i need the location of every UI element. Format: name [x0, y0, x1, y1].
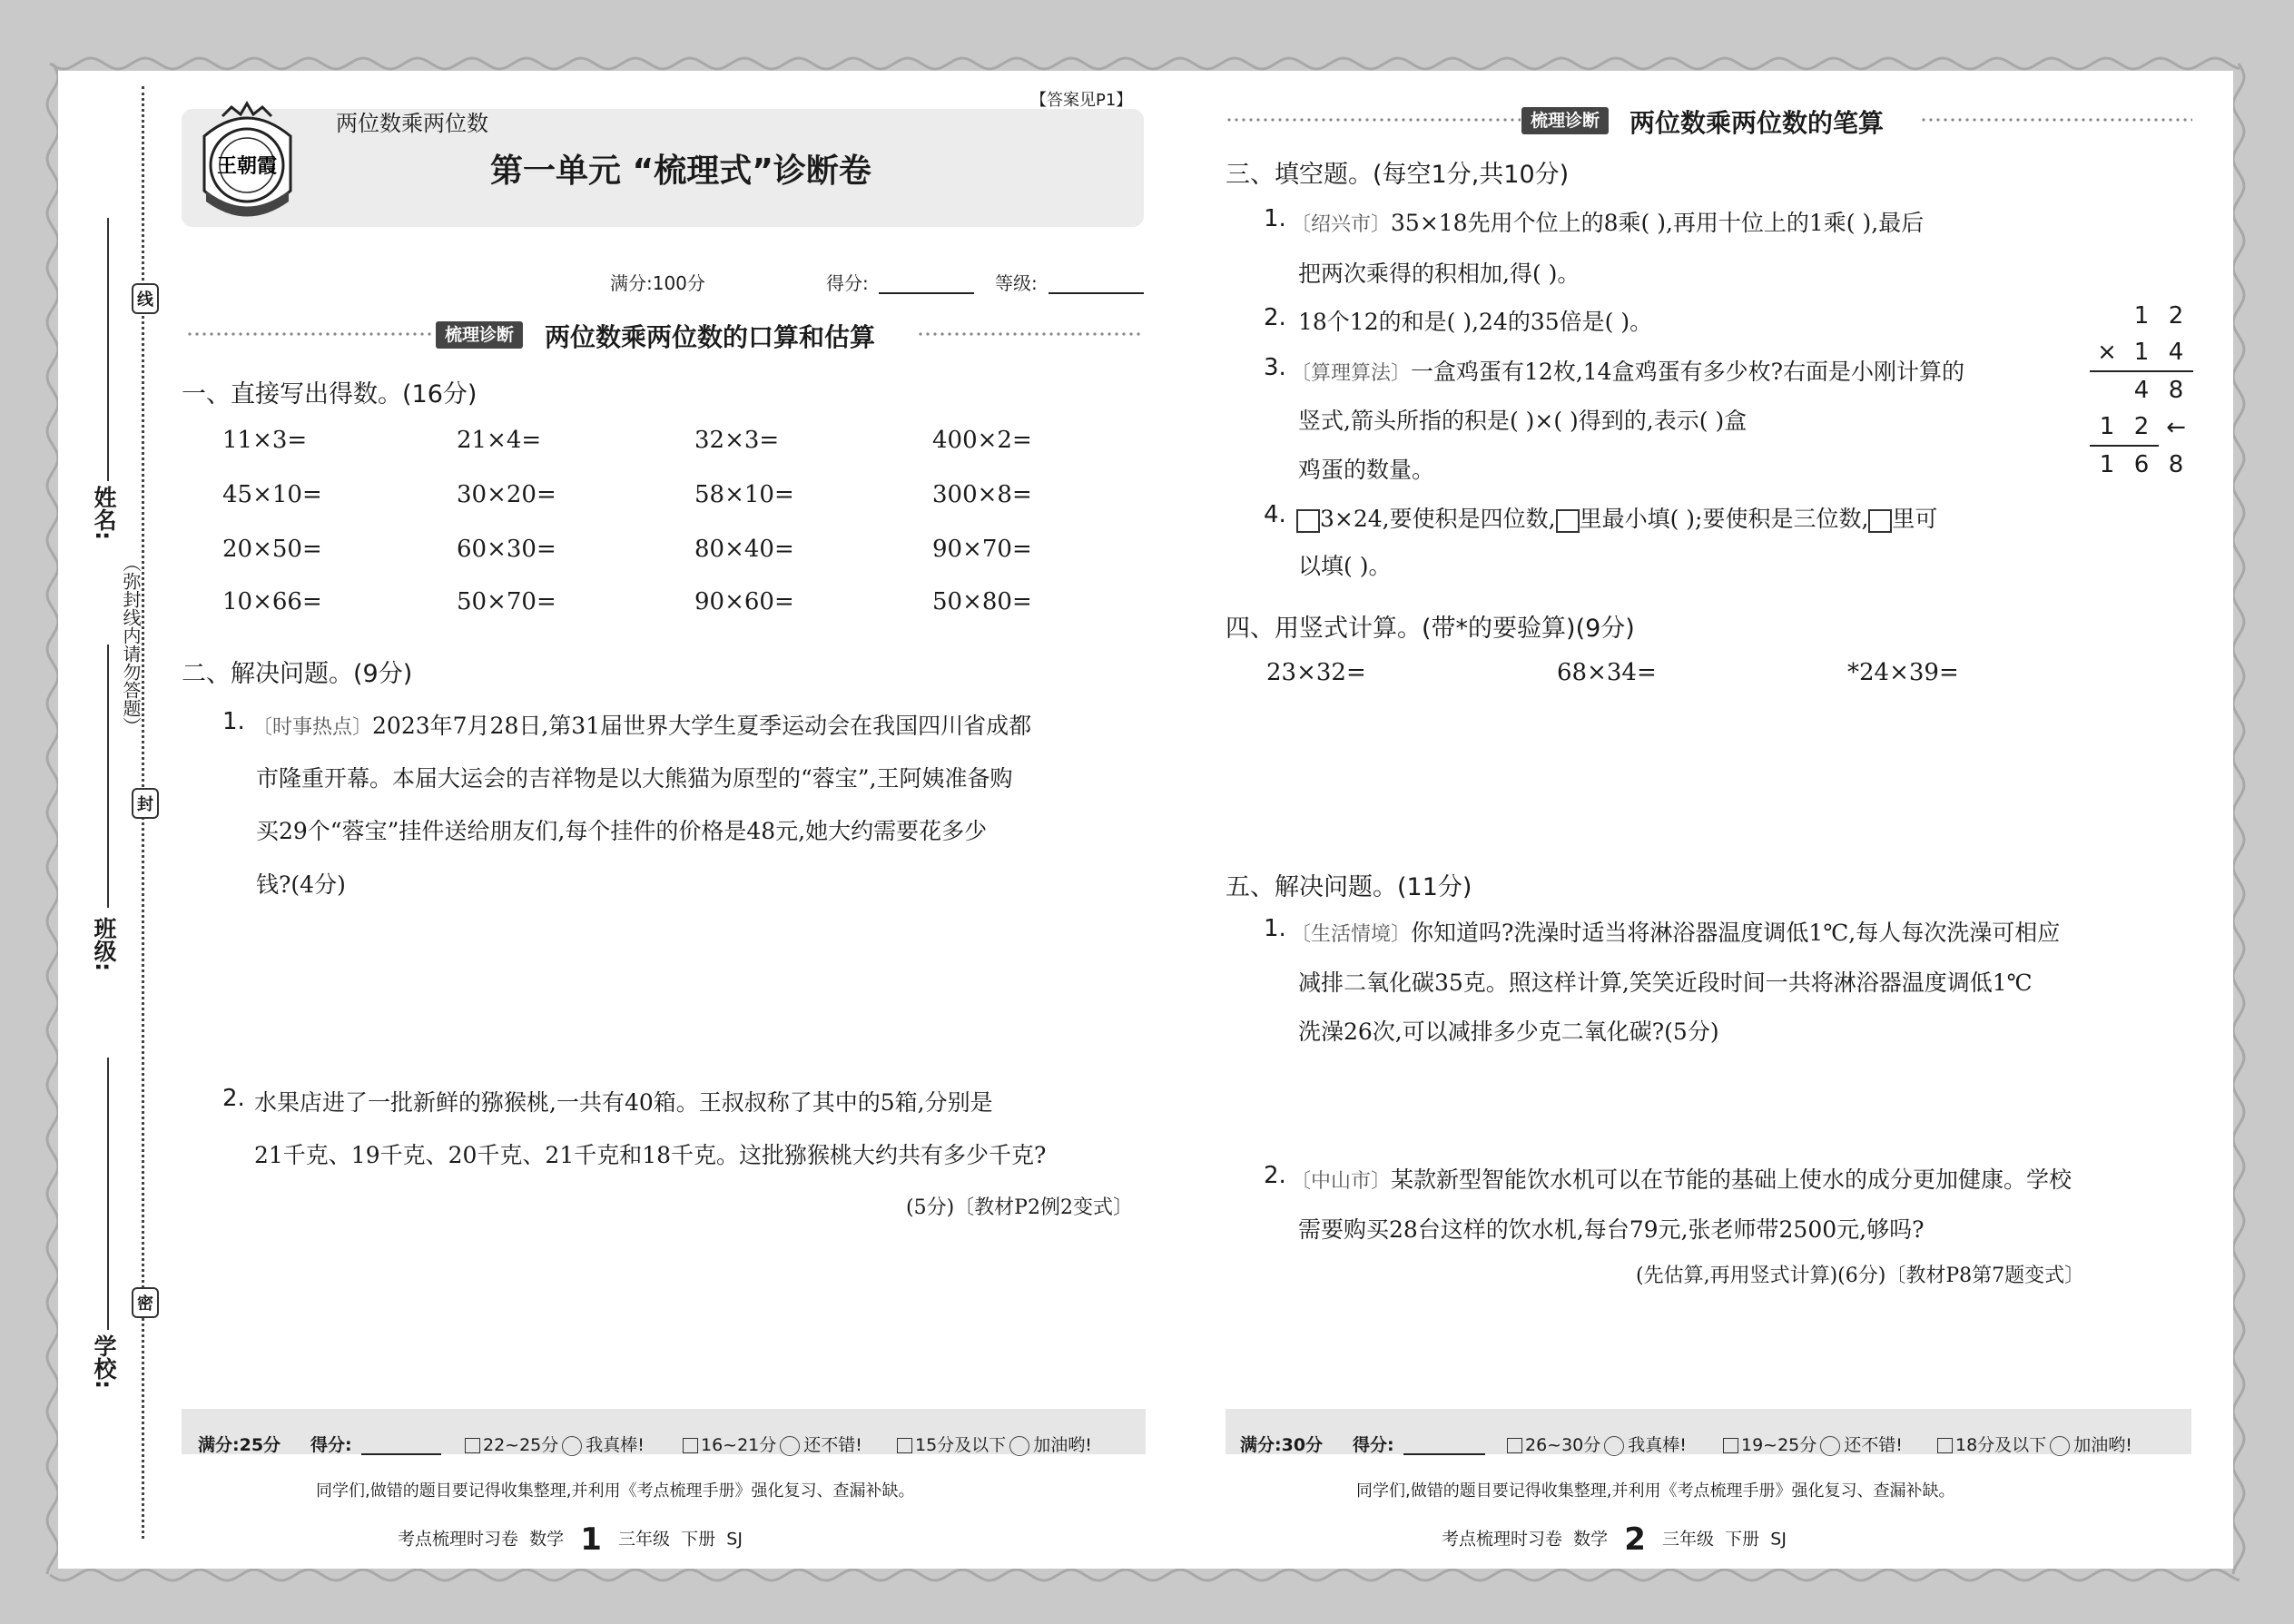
answer-reference: 【答案见P1】: [1030, 91, 1133, 110]
oral-item[interactable]: 10×66=: [222, 588, 322, 615]
smiley-icon: [1009, 1436, 1029, 1456]
question-number: 1.: [1264, 205, 1286, 232]
question-text: 你知道吗?洗澡时适当将淋浴器温度调低1℃,每人每次洗澡可相应: [1411, 920, 2061, 946]
seal-mark-xian: 线: [132, 283, 159, 314]
question-text: 18个12的和是( ),24的35倍是( )。: [1298, 309, 1653, 335]
footer-full-score: 满分:30分: [1240, 1435, 1324, 1455]
book-info: 考点梳理时习卷 数学 1 三年级 下册 SJ: [398, 1521, 743, 1558]
oral-item[interactable]: 400×2=: [932, 427, 1032, 454]
checkbox-icon[interactable]: [897, 1438, 912, 1453]
section-2-heading: 二、解决问题。(9分): [182, 660, 413, 688]
smiley-icon: [1604, 1436, 1624, 1456]
banner-dots-right: [1920, 116, 2192, 125]
seal-mark-feng: 封: [132, 788, 159, 819]
question-number: 2.: [1264, 1162, 1286, 1189]
question-text: 2023年7月28日,第31届世界大学生夏季运动会在我国四川省成都: [372, 713, 1032, 739]
class-label: 班级:: [91, 917, 117, 971]
rating-option[interactable]: 16~21分 还不错!: [683, 1432, 862, 1456]
question-text: 减排二氧化碳35克。照这样计算,笑笑近段时间一共将淋浴器温度调低1℃: [1298, 969, 2033, 996]
question-text: 竖式,箭头所指的积是( )×( )得到的,表示( )盒: [1298, 408, 1748, 434]
footer-note: 同学们,做错的题目要记得收集整理,并利用《考点梳理手册》强化复习、查漏补缺。: [1356, 1481, 1955, 1501]
checkbox-icon[interactable]: [465, 1438, 480, 1453]
class-field[interactable]: [107, 645, 109, 908]
question-text: 里最小填( );要使积是三位数,: [1579, 506, 1869, 532]
oral-item[interactable]: 60×30=: [457, 536, 556, 563]
oral-item[interactable]: 58×10=: [694, 481, 794, 508]
full-score: 满分:100分: [610, 272, 705, 294]
rating-option[interactable]: 26~30分 我真棒!: [1507, 1432, 1687, 1456]
question-number: 1.: [222, 708, 245, 735]
grade-field[interactable]: [1049, 272, 1144, 294]
question-tag: 〔绍兴市〕: [1291, 213, 1392, 236]
footer-score-field[interactable]: [361, 1437, 441, 1455]
section-title: 两位数乘两位数的口算和估算: [545, 322, 876, 352]
question-source: (5分)〔教材P2例2变式〕: [906, 1196, 1133, 1219]
score-field[interactable]: [879, 272, 974, 294]
question-number: 3.: [1264, 354, 1286, 381]
oral-item[interactable]: 32×3=: [694, 427, 780, 454]
rating-option[interactable]: 18分及以下 加油哟!: [1937, 1432, 2132, 1456]
banner-dots-left: [1226, 116, 1521, 125]
question-text: 需要购买28台这样的饮水机,每台79元,张老师带2500元,够吗?: [1298, 1216, 1925, 1243]
smiley-icon: [2050, 1436, 2070, 1456]
question-text: 某款新型智能饮水机可以在节能的基础上使水的成分更加健康。学校: [1391, 1166, 2072, 1193]
checkbox-icon[interactable]: [1723, 1438, 1738, 1453]
question-number: 2.: [222, 1085, 245, 1112]
question-number: 2.: [1264, 304, 1286, 331]
arrow-left-icon: ←: [2166, 414, 2186, 441]
grade-label: 等级:: [995, 272, 1038, 294]
question-text: 鸡蛋的数量。: [1298, 457, 1435, 483]
section-tag: 梳理诊断: [436, 321, 523, 349]
brand-logo-icon: [195, 100, 300, 231]
question-text: 一盒鸡蛋有12枚,14盒鸡蛋有多少枚?右面是小刚计算的: [1411, 359, 1964, 385]
seal-note: （弥封线内请勿答题）: [120, 554, 142, 735]
book-info: 考点梳理时习卷 数学 2 三年级 下册 SJ: [1442, 1521, 1787, 1558]
question-text: 买29个“蓉宝”挂件送给朋友们,每个挂件的价格是48元,她大约需要花多少: [256, 818, 988, 844]
blank-square-icon: [1556, 509, 1580, 533]
rating-option[interactable]: 22~25分 我真棒!: [465, 1432, 645, 1456]
name-field[interactable]: [107, 218, 109, 481]
rating-option[interactable]: 15分及以下 加油哟!: [897, 1432, 1092, 1456]
footer-score-label: 得分:: [1353, 1435, 1394, 1455]
footer-score-field[interactable]: [1403, 1437, 1485, 1455]
column-calc-item[interactable]: 68×34=: [1557, 659, 1657, 686]
page-number: 2: [1624, 1521, 1646, 1558]
question-number: 4.: [1264, 501, 1286, 528]
name-label: 姓名:: [91, 486, 117, 540]
section-5-heading: 五、解决问题。(11分): [1226, 873, 1472, 901]
oral-item[interactable]: 11×3=: [222, 427, 308, 454]
checkbox-icon[interactable]: [1507, 1438, 1522, 1453]
svg-text:王朝霞: 王朝霞: [216, 154, 278, 178]
oral-item[interactable]: 30×20=: [457, 481, 556, 508]
question-text: 市隆重开幕。本届大运会的吉祥物是以大熊猫为原型的“蓉宝”,王阿姨准备购: [256, 765, 1013, 792]
question-tag: 〔生活情境〕: [1291, 923, 1412, 946]
vertical-multiplication: 1 2 × 1 4 4 8 1 2 ← 1 6 8: [2090, 298, 2193, 483]
section-3-heading: 三、填空题。(每空1分,共10分): [1226, 161, 1570, 189]
oral-item[interactable]: 300×8=: [932, 481, 1032, 508]
banner-dots-right: [917, 330, 1144, 340]
question-text: 35×18先用个位上的8乘( ),再用十位上的1乘( ),最后: [1391, 210, 1925, 236]
section-title: 两位数乘两位数的笔算: [1629, 108, 1885, 138]
question-text: 以填( )。: [1298, 553, 1392, 579]
page-title: 第一单元 “梳理式”诊断卷: [490, 153, 871, 190]
question-tag: 〔中山市〕: [1291, 1170, 1392, 1193]
question-text: 21千克、19千克、20千克、21千克和18千克。这批猕猴桃大约共有多少千克?: [254, 1142, 1047, 1168]
checkbox-icon[interactable]: [1937, 1438, 1953, 1453]
checkbox-icon[interactable]: [683, 1438, 698, 1453]
question-text: 3×24,要使积是四位数,: [1320, 506, 1556, 532]
oral-item[interactable]: 50×80=: [932, 588, 1032, 615]
footer-score-label: 得分:: [310, 1435, 352, 1455]
blank-square-icon: [1296, 509, 1320, 533]
oral-item[interactable]: 21×4=: [457, 427, 542, 454]
oral-item[interactable]: 20×50=: [222, 536, 322, 563]
oral-item[interactable]: 90×70=: [932, 536, 1032, 563]
column-calc-item[interactable]: *24×39=: [1847, 659, 1959, 686]
page-number: 1: [580, 1521, 602, 1558]
oral-item[interactable]: 90×60=: [694, 588, 794, 615]
blank-square-icon: [1868, 509, 1892, 533]
rating-option[interactable]: 19~25分 还不错!: [1723, 1432, 1903, 1456]
smiley-icon: [562, 1436, 582, 1456]
score-label: 得分:: [826, 272, 869, 294]
question-tag: 〔算理算法〕: [1291, 362, 1412, 385]
oral-item[interactable]: 45×10=: [222, 481, 322, 508]
section-tag: 梳理诊断: [1521, 107, 1609, 134]
question-number: 1.: [1264, 915, 1286, 942]
question-source: (先估算,再用竖式计算)(6分)〔教材P8第7题变式〕: [1636, 1265, 2085, 1287]
seal-mark-mi: 密: [132, 1287, 159, 1318]
oral-item[interactable]: 50×70=: [457, 588, 556, 615]
footer-full-score: 满分:25分: [198, 1435, 281, 1455]
question-text: 把两次乘得的积相加,得( )。: [1298, 261, 1580, 287]
unit-subtitle: 两位数乘两位数: [336, 111, 488, 136]
section-1-heading: 一、直接写出得数。(16分): [182, 380, 478, 408]
banner-dots-left: [186, 330, 431, 340]
column-calc-item[interactable]: 23×32=: [1266, 659, 1366, 686]
question-text: 里可: [1892, 506, 1938, 532]
school-label: 学校:: [91, 1334, 117, 1389]
question-text: 洗澡26次,可以减排多少克二氧化碳?(5分): [1298, 1019, 1719, 1045]
section-4-heading: 四、用竖式计算。(带*的要验算)(9分): [1226, 615, 1635, 643]
question-text: 水果店进了一批新鲜的猕猴桃,一共有40箱。王叔叔称了其中的5箱,分别是: [254, 1089, 993, 1116]
question-tag: 〔时事热点〕: [252, 716, 373, 739]
footer-note: 同学们,做错的题目要记得收集整理,并利用《考点梳理手册》强化复习、查漏补缺。: [316, 1481, 915, 1501]
school-field[interactable]: [107, 1058, 109, 1330]
smiley-icon: [780, 1436, 800, 1456]
oral-item[interactable]: 80×40=: [694, 536, 794, 563]
smiley-icon: [1820, 1436, 1840, 1456]
question-text: 钱?(4分): [256, 871, 346, 898]
